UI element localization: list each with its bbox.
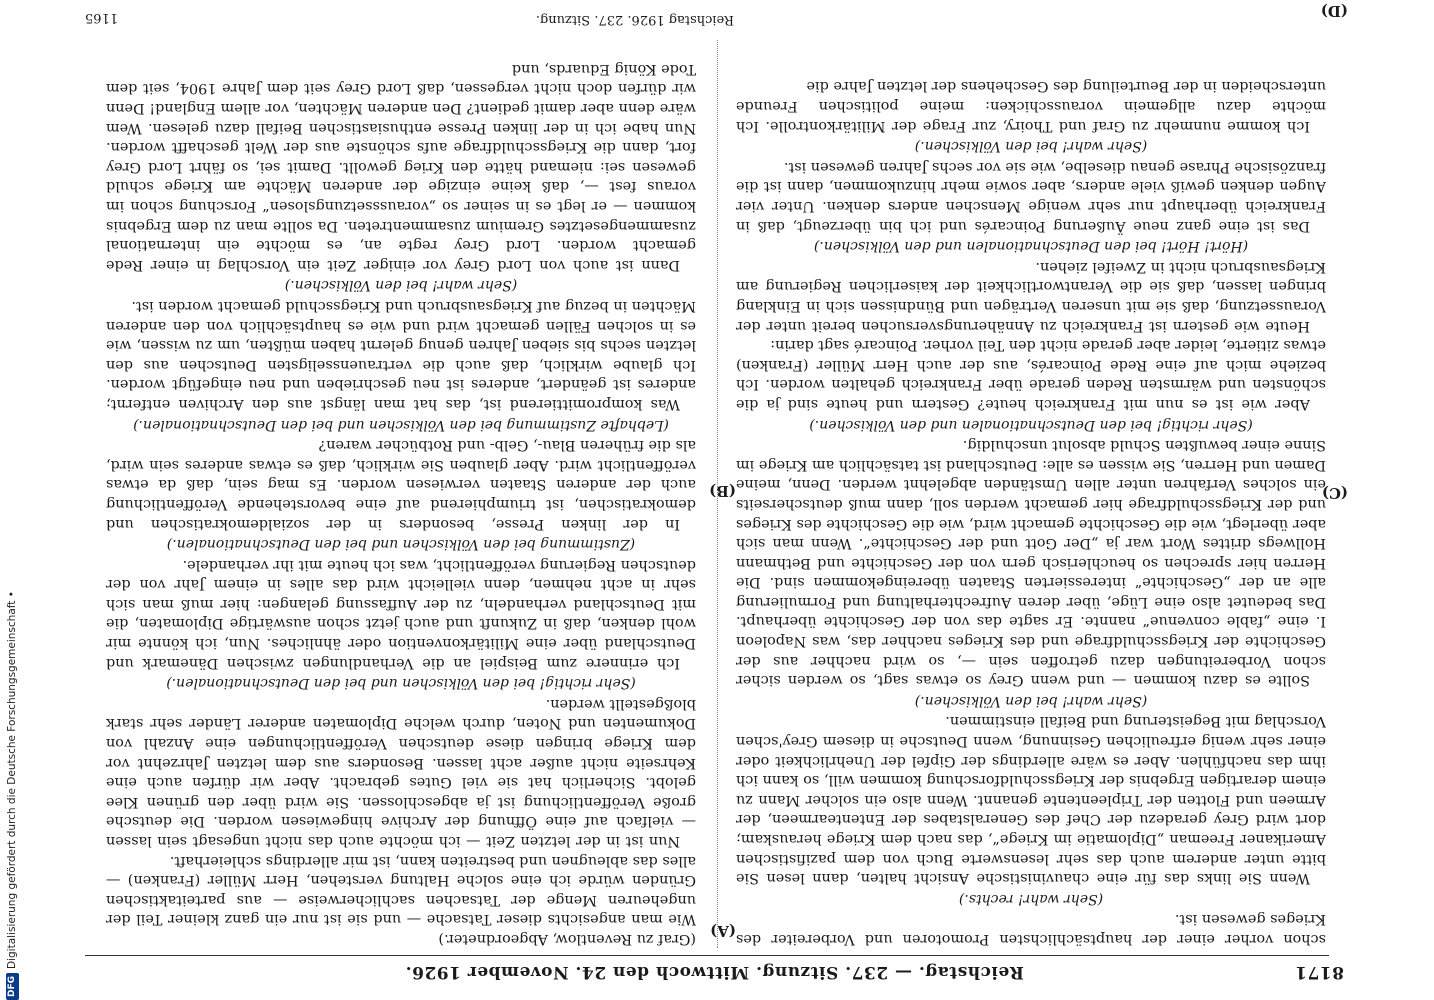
margin-marker-c: (C): [1321, 484, 1348, 502]
paragraph: Sollte es dazu kommen — und wenn Grey so etwas sagt, so werden sicher schon Vorbereitungen dazu getroffen sein —, so wird nachher aus der Geschichte der Kriegsschuldfrage und des Krieges nachher das, was Napoleon I. eine „fable convenue“ nannte. Er sagte das von der Geschichte überhaupt. Das bedeutet also eine Lüge, über deren Aufrechterhaltung und Formulierung alle an der „Geschichte“ interessierten Staaten übereingekommen sind. Die Herren hier sprechen so heuchlerisch gern von der Geschichte und Bethmann Hollwegs drittes Wort war ja „Der Gott und der Geschichte“. Wenn man sich aber überlegt, wie die Geschichte gemacht wird, wie die Geschichte des Krieges und der Kriegsschuldfrage hier gemacht werden soll, dann muß deutscherseits ein solches Verfahren unter allen Umständen abgelehnt werden. Denn, meine Damen und Herren, Sie wissen es alle: Deutschland ist tatsächlich am Kriege im Sinne einer bewußten Schuld absolut unschuldig.: [736, 437, 1326, 689]
footer-session: Reichstag 1926. 237. Sitzung.: [535, 12, 734, 27]
paragraph: (Graf zu Reventlow, Abgeordneter.): [438, 931, 696, 947]
stage-direction: (Lebhafte Zustimmung bei den Völkischen und bei den Deutschnationalen.): [133, 416, 669, 433]
paragraph: schon vorher einer der hauptsächlichsten Promotoren und Vorbereiter des Krieges gewesen ist.: [736, 911, 1326, 947]
column-divider: [717, 40, 718, 948]
stage-direction: (Sehr richtig! bei den Deutschnationalen und den Völkischen.): [809, 416, 1253, 433]
stage-direction: (Sehr richtig! bei den Völkischen und bei den Deutschnationalen.): [166, 675, 636, 692]
margin-marker-b: (B): [709, 482, 736, 500]
stage-direction: (Sehr wahr! bei den Völkischen.): [914, 138, 1148, 155]
paragraph: Ich erinnere zum Beispiel an die Verhandlungen zwischen Dänemark und Deutschland über eine Militärkonvention oder ähnliches. Nun, ich könnte mir wohl denken, daß in Zukunft und auch jetzt schon auswärtige Diplomaten, die mit Deutschland verhandeln, zu der Auffassung gelangen: hier muß man sich sehr in acht nehmen, denn vielleicht wird das alles in einem Jahr von der deutschen Regierung veröffentlicht, was ich heute mit ihr verhandele.: [106, 556, 696, 671]
right-text-column: [106, 35, 696, 948]
paragraph: Wenn Sie links das für eine chauvinistische Ansicht halten, dann lesen Sie bitte unter anderem auch das sehr lesenswerte Buch von dem pazifistischen Amerikaner Freeman „Diplomatie im Kriege“, das nach dem Kriege herauskam; dort wird Grey geradezu der Chef des Generalstabes der Ententearmeen, der Armeen und Flotten der Tripleentente genannt. Wenn also ein solcher Mann zu einem derartigen Ergebnis der Kriegsschuldforschung kommen will, so kann ich ihm das nachfühlen. Aber es wäre allerdings der Gipfel der Unehrlichkeit oder einer sehr wenig erfreulichen Gesinnung, wenn Deutsche in diesem Grey'schen Vorschlag mit Begeisterung und Beifall einstimmen.: [736, 713, 1326, 887]
page-title: Reichstag. — 237. Sitzung. Mittwoch den 24. November 1926.: [405, 962, 1024, 982]
footer-page-number: 1165: [85, 10, 119, 25]
left-text-column: [736, 35, 1326, 948]
margin-marker-a: (A): [710, 922, 736, 940]
paragraph: Heute wie gestern ist Frankreich zu Annäherungsversuchen bereit unter der Voraussetzung, daß sie mit unseren Verträgen und Bündnissen sich in Einklang bringen lassen, daß sie die Verantwortlichkeit der kaiserlichen Regierung am Kriegsausbruch nicht in Zweifel ziehen.: [736, 258, 1326, 334]
credit-text: Digitalisierung gefördert durch die Deutsche Forschungsgemeinschaft •: [6, 591, 18, 969]
header-rule: [85, 955, 1329, 956]
paragraph: Was kompromittierend ist, das hat man längst aus den Archiven entfernt; anderes ist geändert, anderes ist neu geschrieben und neu eingefügt worden. Ich glaube wirklich, daß auch die vertrauensseligsten Deutschen aus den letzten sechs bis sieben Jahren genug gelernt haben müßten, um zu wissen, wie es in solchen Fällen gemacht wird und wie es hauptsächlich von den anderen Mächten in bezug auf Kriegsausbruch und Kriegsschuld gemacht worden ist.: [106, 298, 696, 412]
paragraph: Wie man angesichts dieser Tatsache — und sie ist nur ein ganz kleiner Teil der ungeheuren Menge der Tatsachen sachlicherweise — aus parteitaktischen Gründen würde ich eine solche Haltung verstehen, Herr Müller (Franken) — alles das ableugnen und bestreiten kann, ist mir allerdings schleierhaft.: [106, 852, 696, 928]
paragraph: Nun ist in der letzten Zeit — ich möchte auch das nicht ungesagt sein lassen — vielfach auf eine Öffnung der Archive hingewiesen worden. Die deutsche große Veröffentlichung ist ja abgeschlossen. Sie wird über den grünen Klee gelobt. Sicherlich hat sie viel Gutes gebracht. Aber wir dürfen auch eine Kehrseite nicht außer acht lassen. Besonders aus dem letzten Jahrzehnt vor dem Kriege bringen diese deutschen Veröffentlichungen eine Anzahl von Dokumenten und Noten, durch welche Diplomaten anderer Länder sehr stark bloßgestellt werden.: [106, 695, 696, 850]
page-header: [85, 958, 1344, 982]
digitization-credit: [5, 0, 19, 1000]
paragraph: In der linken Presse, besonders in der sozialdemokratischen und demokratischen, ist triumphierend auf eine bevorstehende Veröffentlichung auch der anderen Staaten verwiesen worden. Es mag sein, daß da etwas veröffentlicht wird. Aber glauben Sie wirklich, daß es etwas anderes sein wird, als die früheren Blau-, Gelb- und Rotbücher waren?: [106, 437, 696, 532]
stage-direction: (Hört! Hört! bei den Deutschnationalen und den Völkischen.): [813, 238, 1249, 255]
paragraph: Dann ist auch von Lord Grey vor einiger Zeit ein Vorschlag in einer Rede gemacht worden. Lord Grey regte an, es möchte ein international zusammengesetztes Gremium zusammentreten. Da sollte man zu dem Ergebnis kommen — er legt es in seiner so „vorausssetzungslosen“ Forschung schon im voraus fest —, daß keine einzige der anderen Mächte am Kriege schuld gewesen sei: niemand hätte den Krieg gewollt. Damit sei, so fährt Lord Grey fort, dann die Kriegsschuldfrage aufs schönste aus der Welt geschafft worden. Nun habe ich in der linken Presse enthusiastischen Beifall dazu gelesen. Wem wäre denn aber damit gedient? Den anderen Mächten, vor allem England! Denn wir dürfen doch nicht vergessen, daß Lord Grey seit dem Jahre 1904, seit dem Tode König Eduards, und: [106, 60, 696, 273]
stage-direction: (Sehr wahr! bei den Völkischen.): [914, 692, 1148, 709]
stage-direction: (Sehr wahr! rechts.): [958, 890, 1104, 907]
page-number: 8171: [1294, 962, 1344, 982]
paragraph: Aber wie ist es nun mit Frankreich heute? Gestern und heute sind ja die schönsten und wärmsten Reden gerade über Frankreich gehalten worden. Ich beziehe mich auf eine Rede Poincarés, aus der auch Herr Müller (Franken) etwas zitierte, leider aber gerade nicht den Teil vorher. Poincaré sagt darin:: [736, 337, 1326, 412]
stage-direction: (Sehr wahr! bei den Völkischen.): [284, 277, 518, 294]
margin-marker-d: (D): [1320, 2, 1348, 20]
dfg-logo: DFG: [6, 973, 19, 1000]
paragraph: Das ist eine ganz neue Äußerung Poincarés und ich bin überzeugt, daß in Frankreich überhaupt nur sehr wenige Menschen anders denken. Unter vier Augen denken gewiß viele anders, aber sowie mehr hinzukommen, dann ist die französische Phrase genau dieselbe, wie sie vor sechs Jahren gewesen ist.: [736, 158, 1326, 234]
stage-direction: (Zustimmung bei den Völkischen und bei den Deutschnationalen.): [166, 536, 636, 553]
paragraph: Ich komme nunmehr zu Graf und Thoiry, zur Frage der Militärkontrolle. Ich möchte dazu allgemein vorausschicken: meine politischen Freunde unterscheiden in der Beurteilung des Geschehens der letzten Jahre die: [736, 78, 1326, 134]
